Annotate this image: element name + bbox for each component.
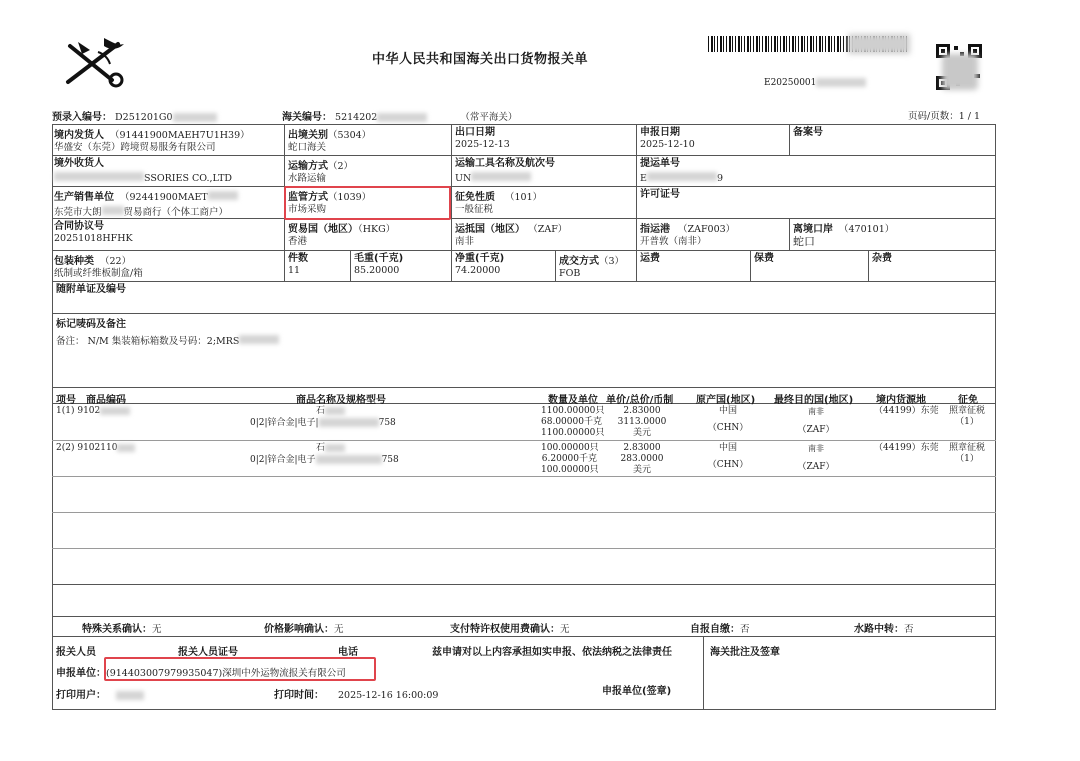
- goods-spec-tail: 758: [378, 418, 396, 428]
- port-label: 指运港: [640, 224, 670, 235]
- net-weight-label: 净重(千克): [455, 253, 505, 264]
- supervision-highlight: [284, 186, 451, 220]
- redaction-mask: [117, 444, 135, 452]
- supervision-value: 市场采购: [288, 204, 327, 215]
- supervision-code: （1039）: [328, 192, 372, 203]
- goods-unit-price: 2.83000: [623, 406, 661, 416]
- goods-spec-tail: 758: [381, 455, 399, 465]
- goods-destination: 南非: [808, 444, 824, 453]
- redaction-mask: [319, 418, 379, 427]
- goods-currency: 美元: [632, 428, 651, 438]
- misc-fee-label: 杂费: [872, 253, 892, 264]
- document-number: E20250001: [764, 78, 817, 88]
- print-user-label: 打印用户：: [56, 690, 106, 701]
- record-no-label: 备案号: [793, 127, 823, 138]
- goods-qty-1: 100.00000只: [541, 443, 599, 453]
- declare-unit-seal-label: 申报单位(签章): [602, 686, 672, 697]
- customs-no-value: 5214202: [335, 112, 378, 123]
- gross-weight-label: 毛重(千克): [354, 253, 404, 264]
- goods-item-no: 1(1): [56, 406, 75, 416]
- pieces-value: 11: [288, 265, 301, 276]
- levy-code: （101）: [505, 192, 543, 203]
- transport-mode-label: 运输方式: [288, 161, 328, 172]
- package-value: 纸制或纤维板制盒/箱: [54, 268, 143, 279]
- goods-spec: 0|2|锌合金|电子|: [250, 418, 319, 428]
- self-pay-value: 否: [740, 624, 750, 635]
- consignor-code: （91441900MAEH7U1H39）: [110, 130, 250, 141]
- exit-customs-label: 出境关别: [288, 130, 328, 141]
- goods-origin: 中国: [718, 406, 737, 416]
- goods-currency: 美元: [632, 465, 651, 475]
- print-time-value: 2025-12-16 16:00:09: [338, 690, 439, 701]
- dest-country-value: 南非: [455, 236, 475, 247]
- package-label: 包装种类: [54, 256, 94, 267]
- redaction-mask: [647, 172, 717, 181]
- contract-value: 20251018HFHK: [54, 233, 133, 244]
- declare-unit-label: 申报单位：: [56, 668, 106, 679]
- dest-country-label: 运抵国（地区）: [455, 224, 525, 235]
- goods-header-item: 项号: [56, 395, 76, 406]
- net-weight-value: 74.20000: [455, 265, 501, 276]
- goods-header-source: 境内货源地: [876, 395, 926, 406]
- goods-header-origin: 原产国(地区): [696, 395, 756, 406]
- exit-port-code: （470101）: [839, 224, 895, 235]
- marks-remark: 备注： N/M 集装箱标箱数及号码：2;MRS: [56, 336, 240, 347]
- trade-country-value: 香港: [288, 236, 308, 247]
- exit-customs-value: 蛇口海关: [288, 142, 327, 153]
- goods-destination-code: （ZAF）: [797, 462, 835, 472]
- goods-source: （44199）东莞: [874, 443, 939, 453]
- transport-mode-code: （2）: [328, 161, 354, 172]
- page-info: 页码/页数：1 / 1: [908, 111, 981, 122]
- goods-source: （44199）东莞: [874, 406, 939, 416]
- redaction-mask: [239, 335, 279, 344]
- levy-value: 一般征税: [455, 204, 494, 215]
- goods-header-name: 商品名称及规格型号: [296, 395, 386, 406]
- declarer-cert-label: 报关人员证号: [178, 647, 238, 658]
- trade-country-code: （HKG）: [358, 224, 396, 235]
- vessel-label: 运输工具名称及航次号: [455, 158, 555, 169]
- special-relation-value: 无: [152, 624, 162, 635]
- goods-total-price: 3113.0000: [617, 417, 667, 427]
- goods-destination-code: （ZAF）: [797, 425, 835, 435]
- self-pay-label: 自报自缴：: [690, 624, 740, 635]
- pre-entry-label: 预录入编号：: [52, 112, 112, 123]
- phone-label: 电话: [338, 647, 358, 658]
- redaction-mask: [316, 455, 382, 464]
- terms-label: 成交方式: [559, 256, 599, 267]
- goods-unit-price: 2.83000: [623, 443, 661, 453]
- levy-label: 征免性质: [455, 192, 495, 203]
- goods-qty-3: 1100.00000只: [541, 428, 605, 438]
- print-time-label: 打印时间：: [274, 690, 324, 701]
- goods-levy-code: （1）: [955, 454, 979, 464]
- attached-docs-label: 随附单证及编号: [56, 284, 126, 295]
- producer-name-a: 东莞市大朗: [54, 207, 102, 218]
- goods-origin: 中国: [718, 443, 737, 453]
- redaction-mask: [100, 407, 130, 415]
- declarer-label: 报关人员: [56, 647, 96, 658]
- redaction-mask: [208, 191, 238, 200]
- redaction-mask: [471, 172, 531, 181]
- redaction-mask: [54, 172, 144, 181]
- declare-date-label: 申报日期: [640, 127, 680, 138]
- goods-name: 石: [316, 443, 326, 453]
- goods-hs-code: 9102110: [77, 443, 118, 453]
- consignee-value: SSORIES CO.,LTD: [144, 173, 233, 184]
- redaction-mask: [848, 34, 910, 54]
- customs-no-label: 海关编号：: [282, 112, 332, 123]
- gross-weight-value: 85.20000: [354, 265, 400, 276]
- redaction-mask: [816, 78, 866, 87]
- transport-mode-value: 水路运输: [288, 173, 327, 184]
- goods-hs-code: 9102: [77, 406, 101, 416]
- vessel-value: UN: [455, 173, 472, 184]
- insurance-label: 保费: [754, 253, 774, 264]
- export-date-value: 2025-12-13: [455, 139, 510, 150]
- license-label: 许可证号: [640, 189, 680, 200]
- goods-qty-3: 100.00000只: [541, 465, 599, 475]
- goods-spec: 0|2|锌合金|电子: [250, 455, 316, 465]
- goods-qty-2: 68.00000千克: [541, 417, 602, 427]
- transit-label: 水路中转：: [854, 624, 904, 635]
- price-impact-label: 价格影响确认：: [264, 624, 334, 635]
- package-code: （22）: [100, 256, 132, 267]
- export-date-label: 出口日期: [455, 127, 495, 138]
- pre-entry-value: D251201G0: [115, 112, 173, 123]
- customs-office: （常平海关）: [460, 112, 518, 123]
- consignor-field: [54, 123, 250, 142]
- consignor-label: 境内发货人: [54, 130, 104, 141]
- producer-code: （92441900MAET: [120, 192, 208, 203]
- royalty-value: 无: [560, 624, 570, 635]
- page-title: 中华人民共和国海关出口货物报关单: [371, 52, 588, 67]
- goods-levy-code: （1）: [955, 417, 979, 427]
- port-code: （ZAF003）: [678, 224, 736, 235]
- port-value: 开普敦（南非）: [640, 236, 707, 247]
- producer-name-b: 贸易商行（个体工商户）: [123, 207, 229, 218]
- pieces-label: 件数: [288, 253, 308, 264]
- legal-statement: 兹申请对以上内容承担如实申报、依法纳税之法律责任: [432, 647, 672, 658]
- marks-label: 标记唛码及备注: [56, 319, 126, 330]
- declare-unit-value: (914403007979935047)深圳中外运物流报关有限公司: [106, 668, 346, 679]
- declare-unit-highlight: [104, 657, 376, 681]
- goods-name: 石: [316, 406, 326, 416]
- producer-label: 生产销售单位: [54, 192, 114, 203]
- consignee-label: 境外收货人: [54, 158, 104, 169]
- special-relation-label: 特殊关系确认：: [82, 624, 152, 635]
- customs-approval-label: 海关批注及签章: [710, 647, 780, 658]
- price-impact-value: 无: [334, 624, 344, 635]
- royalty-label: 支付特许权使用费确认：: [450, 624, 560, 635]
- terms-value: FOB: [559, 268, 581, 279]
- bl-value: E: [640, 173, 647, 184]
- goods-origin-code: （CHN）: [707, 460, 749, 470]
- dest-country-code: （ZAF）: [533, 224, 568, 235]
- trade-country-label: 贸易国（地区）: [288, 224, 358, 235]
- goods-header-destination: 最终目的国(地区): [774, 395, 854, 406]
- redaction-mask: [942, 54, 978, 90]
- goods-levy: 照章征税: [948, 443, 985, 453]
- goods-header-levy: 征免: [958, 395, 978, 406]
- goods-qty-2: 6.20000千克: [541, 454, 597, 464]
- contract-label: 合同协议号: [54, 221, 104, 232]
- redaction-mask: [173, 113, 217, 122]
- bl-tail: 9: [716, 173, 723, 184]
- redaction-mask: [325, 444, 345, 452]
- freight-label: 运费: [640, 253, 660, 264]
- exit-port-label: 离境口岸: [793, 224, 833, 235]
- exit-customs-code: （5304）: [328, 130, 372, 141]
- supervision-label: 监管方式: [288, 192, 328, 203]
- goods-origin-code: （CHN）: [707, 423, 749, 433]
- redaction-mask: [377, 113, 427, 122]
- bl-label: 提运单号: [640, 158, 680, 169]
- declare-date-value: 2025-12-10: [640, 139, 695, 150]
- consignor-name: 华盛安（东莞）跨境贸易服务有限公司: [54, 142, 216, 153]
- goods-destination: 南非: [808, 407, 824, 416]
- terms-code: （3）: [599, 256, 625, 267]
- goods-levy: 照章征税: [948, 406, 985, 416]
- goods-header-price: 单价/总价/币制: [606, 395, 674, 406]
- redaction-mask: [102, 206, 124, 215]
- goods-header-qty: 数量及单位: [548, 395, 598, 406]
- goods-item-no: 2(2): [56, 443, 75, 453]
- exit-port-value: 蛇口: [793, 235, 815, 248]
- goods-header-hs: 商品编码: [86, 395, 126, 406]
- transit-value: 否: [904, 624, 914, 635]
- goods-total-price: 283.0000: [620, 454, 664, 464]
- goods-qty-1: 1100.00000只: [541, 406, 605, 416]
- redaction-mask: [325, 407, 345, 415]
- redaction-mask: [116, 691, 144, 700]
